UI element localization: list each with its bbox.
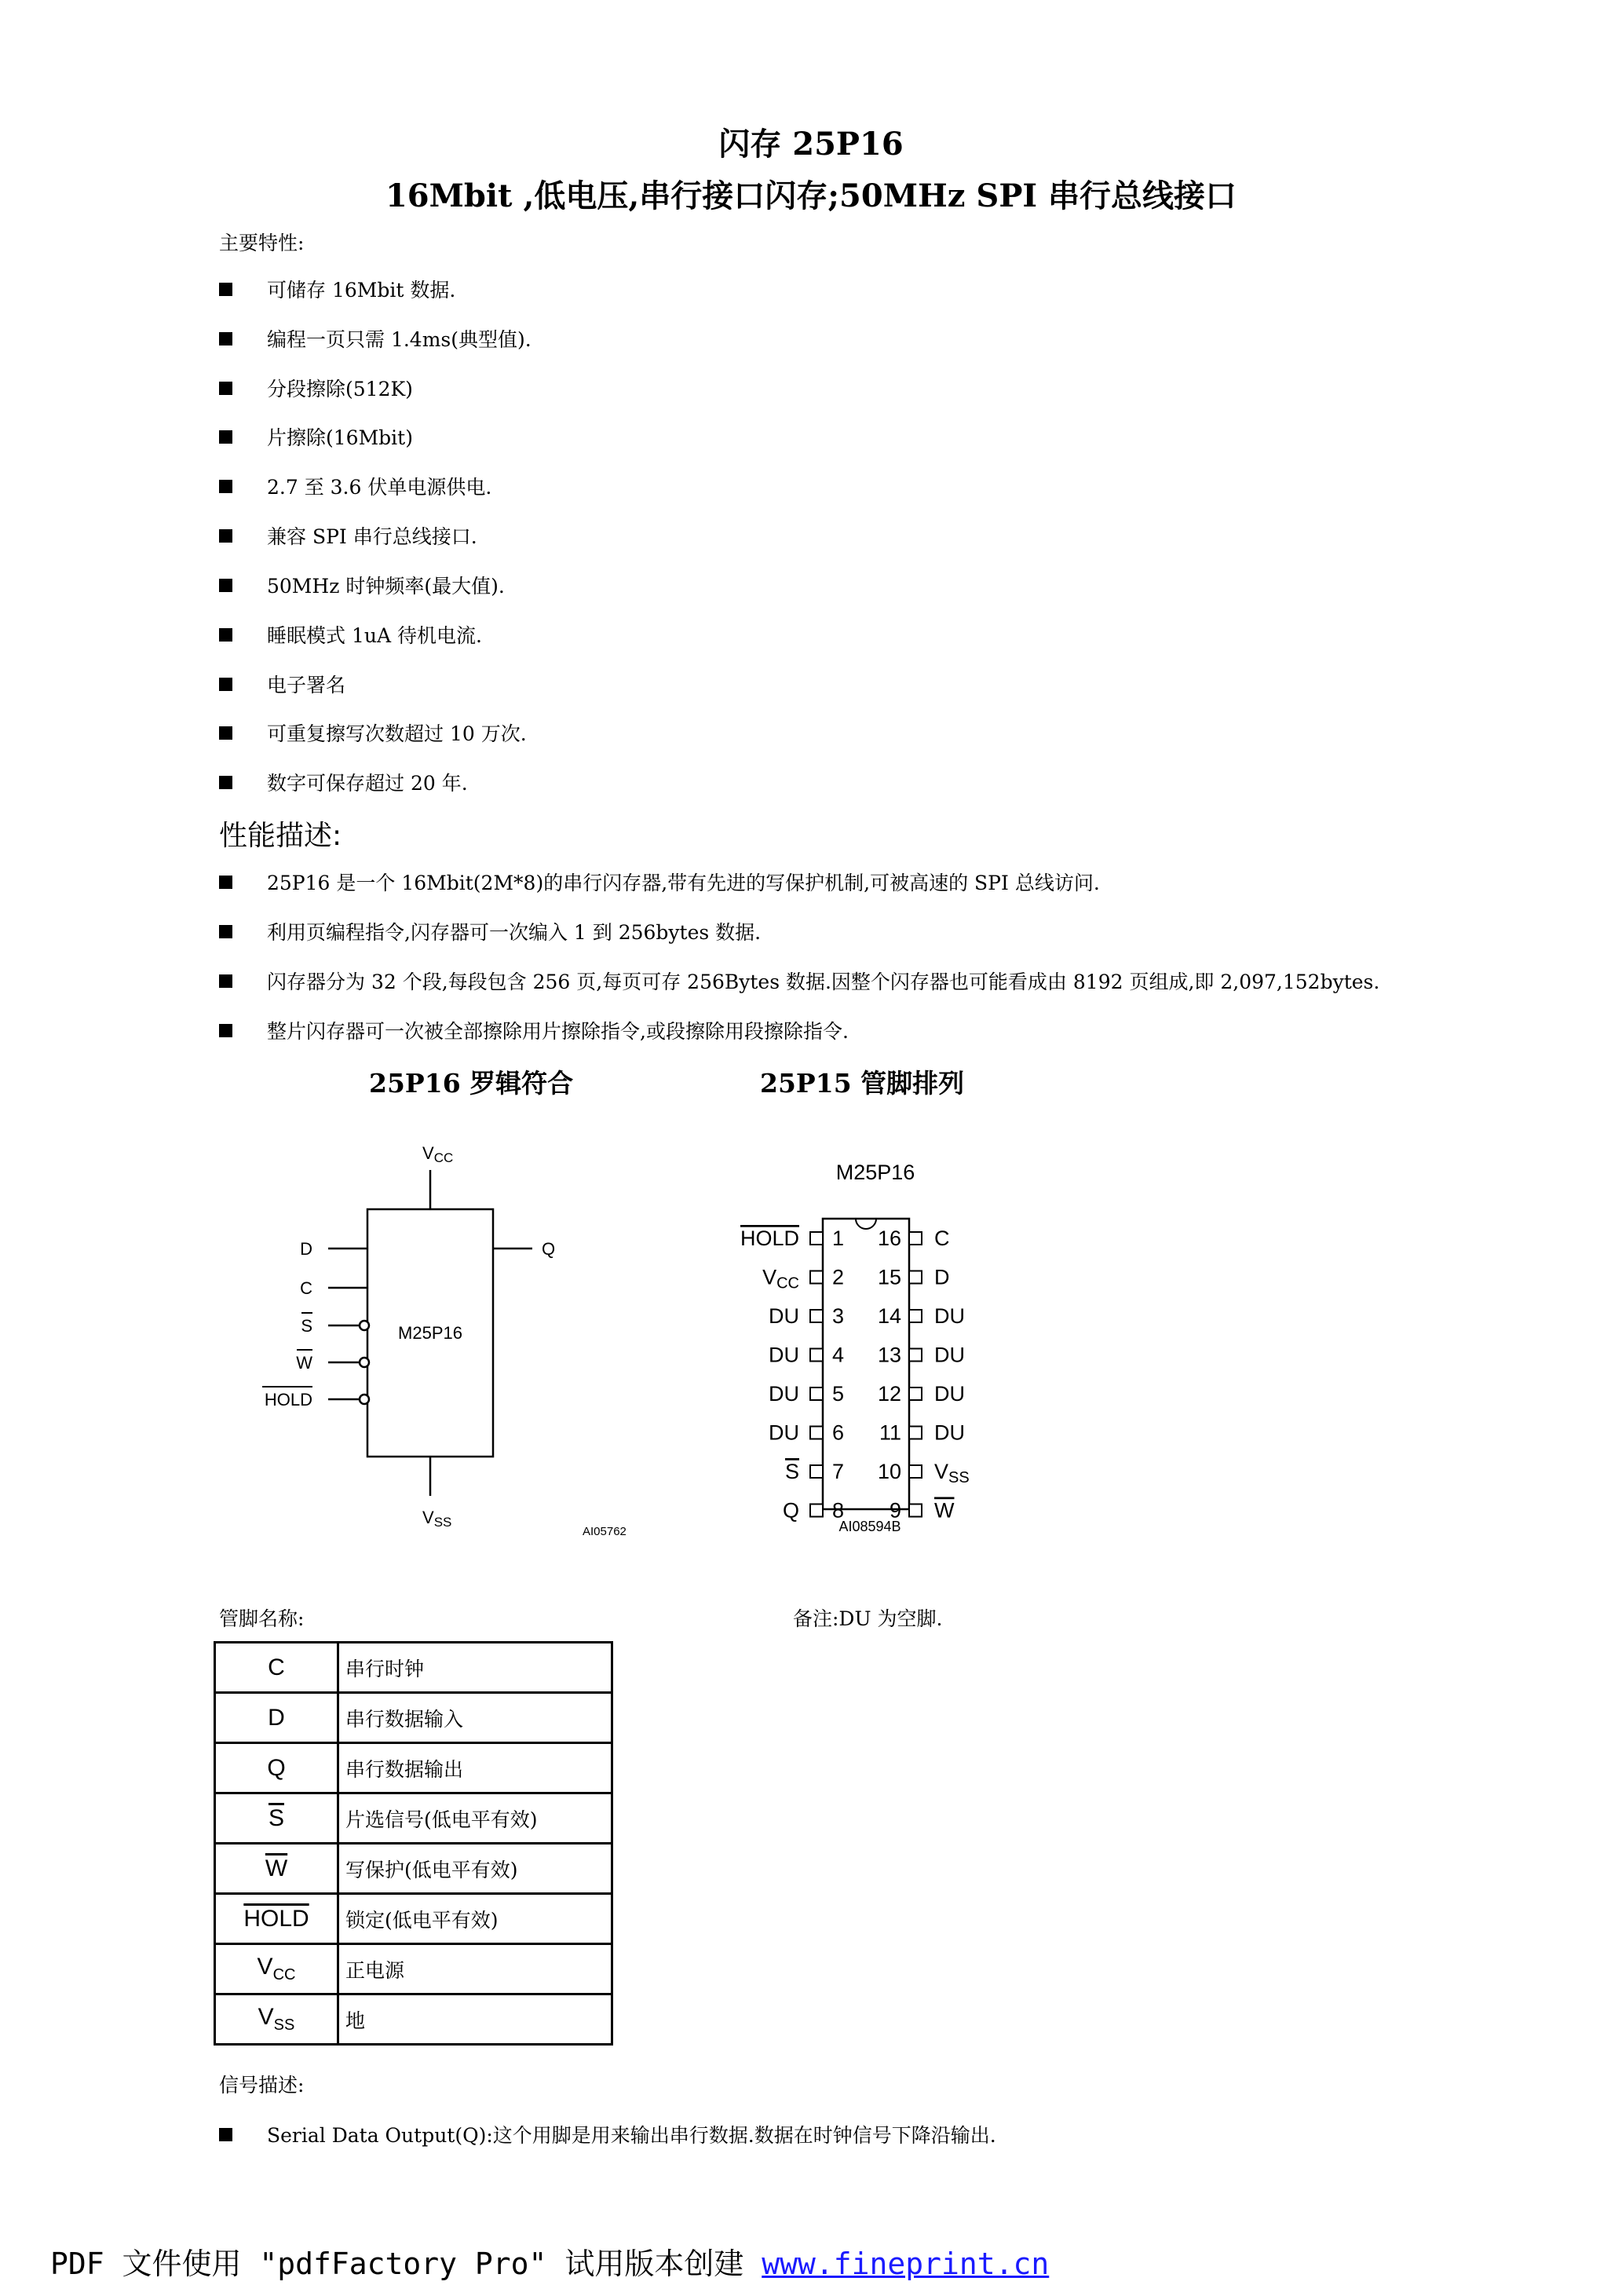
list-item: 分段擦除(512K): [219, 374, 413, 402]
pin-name-right: C: [934, 1227, 950, 1250]
table-row: [215, 1994, 612, 2045]
pin-number: 2: [832, 1265, 845, 1289]
bullet-square-icon: [219, 283, 232, 296]
pin-number: 9: [889, 1498, 901, 1523]
bullet-square-icon: [219, 382, 232, 395]
pin-name-right: VSS: [934, 1460, 970, 1486]
pin-number: 7: [832, 1460, 845, 1483]
bullet-square-icon: [219, 1024, 232, 1037]
table-row: [215, 1894, 612, 1944]
input-hold-label: HOLD: [264, 1390, 312, 1409]
pin-name-left: S: [784, 1460, 799, 1483]
pin-number: 10: [877, 1460, 901, 1483]
list-item: 编程一页只需 1.4ms(典型值).: [219, 324, 532, 353]
pin-pad: [909, 1504, 922, 1517]
bullet-square-icon: [219, 529, 232, 543]
vcc-label: VCC: [422, 1143, 454, 1165]
bullet-square-icon: [219, 925, 232, 938]
pin-number: 12: [877, 1382, 901, 1406]
pin-pad: [810, 1504, 823, 1517]
pin-symbol-cell: $\overline{S}$: [215, 1793, 338, 1844]
list-item: 片擦除(16Mbit): [219, 422, 413, 451]
pin-pad: [810, 1427, 823, 1439]
pin-name-left: HOLD: [740, 1227, 799, 1250]
pinout-diagram-code: AI08594B: [838, 1519, 901, 1534]
bullet-square-icon: [219, 678, 232, 691]
logic-symbol-diagram: [212, 1131, 652, 1570]
logic-diagram-code: AI05762: [583, 1525, 627, 1538]
pin-number: 13: [877, 1343, 901, 1367]
pin-symbol-cell: $V_{SS}$: [215, 1994, 338, 2045]
input-s-label: S: [301, 1316, 312, 1336]
pinout-diagram: [707, 1146, 1036, 1555]
pin-symbol-cell: Q: [215, 1743, 338, 1793]
list-item: 数字可保存超过 20 年.: [219, 768, 468, 796]
pin-pad: [909, 1271, 922, 1284]
pin-description-cell: 地: [338, 1994, 612, 2045]
pin-pad: [810, 1387, 823, 1400]
chip-label: M25P16: [398, 1323, 462, 1343]
pin-description-cell: 串行时钟: [338, 1643, 612, 1693]
pin-pad: [810, 1465, 823, 1478]
du-note: 备注:DU 为空脚.: [793, 1607, 943, 1630]
pin-description-cell: 正电源: [338, 1944, 612, 1994]
pin-name-left: DU: [769, 1420, 799, 1445]
table-row: [215, 1743, 612, 1793]
input-c-label: C: [300, 1278, 312, 1298]
pin-name-right: D: [934, 1265, 950, 1289]
pin-description-cell: 串行数据输出: [338, 1743, 612, 1793]
pin-description-cell: 写保护(低电平有效): [338, 1844, 612, 1894]
table-row: [215, 1693, 612, 1743]
list-item: 25P16 是一个 16Mbit(2M*8)的串行闪存器,带有先进的写保护机制,可被高速的 SPI 总线访问.: [219, 868, 1100, 896]
bullet-square-icon: [219, 776, 232, 789]
pin-pad: [909, 1465, 922, 1478]
signal-heading: 信号描述:: [219, 2074, 305, 2097]
pin-name-left: DU: [769, 1382, 799, 1406]
pin-pad: [909, 1310, 922, 1322]
bullet-square-icon: [219, 2128, 232, 2141]
pin-name-left: VCC: [762, 1265, 799, 1292]
footer-text: PDF 文件使用 "pdfFactory Pro" 试用版本创建: [50, 2247, 762, 2281]
pdf-footer: [50, 2239, 1049, 2283]
pin-description-cell: 片选信号(低电平有效): [338, 1793, 612, 1844]
table-row: [215, 1944, 612, 1994]
pin-number: 4: [832, 1343, 845, 1367]
list-item: Serial Data Output(Q):这个用脚是用来输出串行数据.数据在时钟信号下降沿输出.: [219, 2120, 996, 2148]
bullet-square-icon: [219, 579, 232, 592]
pin-number: 3: [832, 1304, 845, 1328]
footer-link[interactable]: www.fineprint.cn: [762, 2247, 1050, 2281]
pin-pad: [810, 1310, 823, 1322]
pin-symbol-cell: HOLD: [215, 1894, 338, 1944]
pin-pad: [909, 1349, 922, 1362]
list-item: 2.7 至 3.6 伏单电源供电.: [219, 472, 491, 500]
pin-name-left: Q: [782, 1498, 799, 1523]
list-item: 电子署名: [219, 670, 345, 698]
pin-symbol-cell: C: [215, 1643, 338, 1693]
pin-number: 5: [832, 1382, 845, 1406]
input-w-label: W: [296, 1353, 312, 1373]
bullet-square-icon: [219, 974, 232, 988]
pin-pad: [909, 1232, 922, 1245]
pin-number: 1: [832, 1227, 845, 1250]
pin-number: 6: [832, 1420, 845, 1445]
vss-label: VSS: [422, 1508, 452, 1530]
list-item: 可储存 16Mbit 数据.: [219, 275, 455, 303]
pin-symbol-cell: $V_{CC}$: [215, 1944, 338, 1994]
list-item: 闪存器分为 32 个段,每段包含 256 页,每页可存 256Bytes 数据.因整个闪存器也可能看成由 8192 页组成,即 2,097,152bytes.: [219, 967, 1379, 995]
features-heading: 主要特性:: [219, 232, 305, 254]
pinout-chip-label: M25P16: [835, 1161, 915, 1184]
list-item: 整片闪存器可一次被全部擦除用片擦除指令,或段擦除用段擦除指令.: [219, 1016, 849, 1044]
pin-number: 15: [877, 1265, 901, 1289]
pin-name-right: DU: [934, 1304, 965, 1328]
pin-pad: [810, 1349, 823, 1362]
pin-description-cell: 串行数据输入: [338, 1693, 612, 1743]
pin-number: 14: [877, 1304, 901, 1328]
pin-number: 8: [832, 1498, 845, 1523]
pin-name-right: DU: [934, 1420, 965, 1445]
table-row: [215, 1643, 612, 1693]
output-q-label: Q: [542, 1239, 556, 1259]
table-row: [215, 1793, 612, 1844]
bullet-square-icon: [219, 480, 232, 493]
pin-names-heading: 管脚名称:: [219, 1607, 305, 1630]
document-title: 闪存 25P16: [718, 126, 904, 163]
list-item: 利用页编程指令,闪存器可一次编入 1 到 256bytes 数据.: [219, 917, 761, 945]
pin-name-right: W: [934, 1498, 955, 1523]
performance-heading: 性能描述:: [219, 820, 342, 852]
pin-name-left: DU: [769, 1304, 799, 1328]
pin-pad: [810, 1271, 823, 1284]
bullet-square-icon: [219, 628, 232, 642]
pin-number: 16: [877, 1227, 901, 1250]
pin-pad: [909, 1427, 922, 1439]
pin-symbol-cell: $\overline{W}$: [215, 1844, 338, 1894]
table-row: [215, 1844, 612, 1894]
bullet-square-icon: [219, 876, 232, 889]
pin-number: 11: [879, 1420, 901, 1445]
list-item: 50MHz 时钟频率(最大值).: [219, 571, 505, 599]
pin-symbol-cell: D: [215, 1693, 338, 1743]
bullet-square-icon: [219, 430, 232, 444]
list-item: 可重复擦写次数超过 10 万次.: [219, 718, 527, 747]
list-item: 睡眠模式 1uA 待机电流.: [219, 620, 482, 649]
pin-description-cell: 锁定(低电平有效): [338, 1894, 612, 1944]
input-d-label: D: [300, 1239, 312, 1259]
bullet-square-icon: [219, 332, 232, 345]
pinout-diagram-title: 25P15 管脚排列: [760, 1068, 965, 1099]
list-item: 兼容 SPI 串行总线接口.: [219, 521, 477, 550]
document-subtitle: 16Mbit ,低电压,串行接口闪存;50MHz SPI 串行总线接口: [385, 177, 1237, 214]
pin-name-right: DU: [934, 1382, 965, 1406]
pinout-pins: [740, 1227, 970, 1523]
logic-diagram-title: 25P16 罗辑符合: [369, 1068, 574, 1099]
pin-names-table: [214, 1641, 613, 2046]
pin-name-left: DU: [769, 1343, 799, 1367]
pin-pad: [810, 1232, 823, 1245]
bullet-square-icon: [219, 726, 232, 740]
pin-pad: [909, 1387, 922, 1400]
pin-name-right: DU: [934, 1343, 965, 1367]
